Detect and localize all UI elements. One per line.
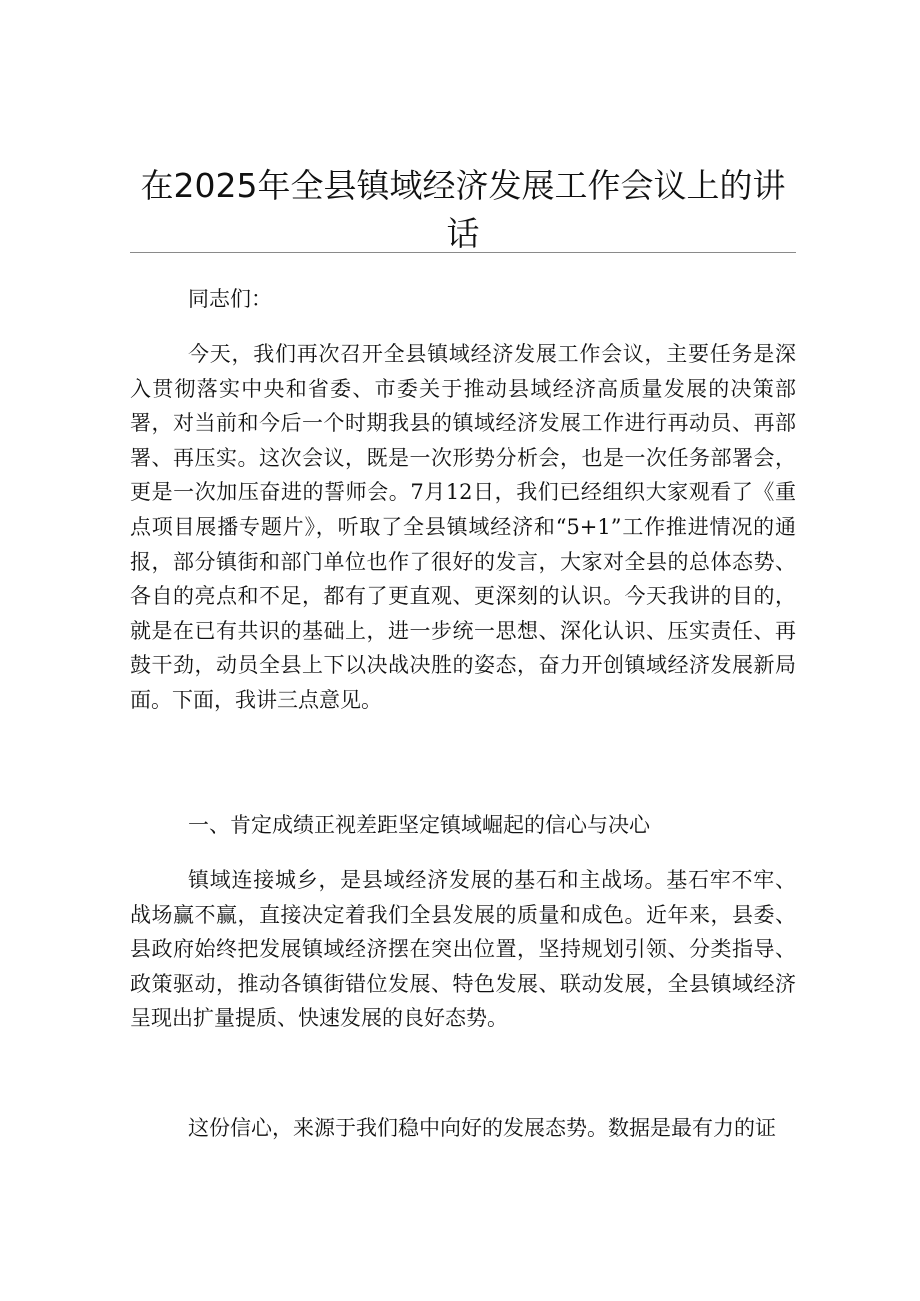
body-paragraph-1: 镇域连接城乡，是县域经济发展的基石和主战场。基石牢不牢、战场赢不赢，直接决定着我们全县发展的质量和成色。近年来，县委、县政府始终把发展镇域经济摆在突出位置，坚持规划引领、分类指导、政策驱动，推动各镇街错位发展、特色发展、联动发展，全县镇域经济呈现出扩量提质、快速发展的良好态势。 <box>130 868 796 1031</box>
section-heading-1: 一、肯定成绩正视差距坚定镇域崛起的信心与决心 <box>188 813 650 837</box>
title-underline <box>130 252 796 253</box>
document-title: 在2025年全县镇域经济发展工作会议上的讲话 <box>140 166 786 253</box>
greeting: 同志们： <box>188 287 272 311</box>
body-paragraph-2: 这份信心，来源于我们稳中向好的发展态势。数据是最有力的证 <box>188 1116 776 1140</box>
intro-paragraph: 今天，我们再次召开全县镇域经济发展工作会议，主要任务是深入贯彻落实中央和省委、市委关于推动县域经济高质量发展的决策部署，对当前和今后一个时期我县的镇域经济发展工作进行再动员、再部署、再压实。这次会议，既是一次形势分析会，也是一次任务部署会，更是一次加压奋进的誓师会。7月12日，我们已经组织大家观看了《重点项目展播专题片》，听取了全县镇域经济和“5+1”工作推进情况的通报，部分镇街和部门单位也作了很好的发言，大家对全县的总体态势、各自的亮点和不足，都有了更直观、更深刻的认识。今天我讲的目的，就是在已有共识的基础上，进一步统一思想、深化认识、压实责任、再鼓干劲，动员全县上下以决战决胜的姿态，奋力开创镇域经济发展新局面。下面，我讲三点意见。 <box>130 342 796 712</box>
